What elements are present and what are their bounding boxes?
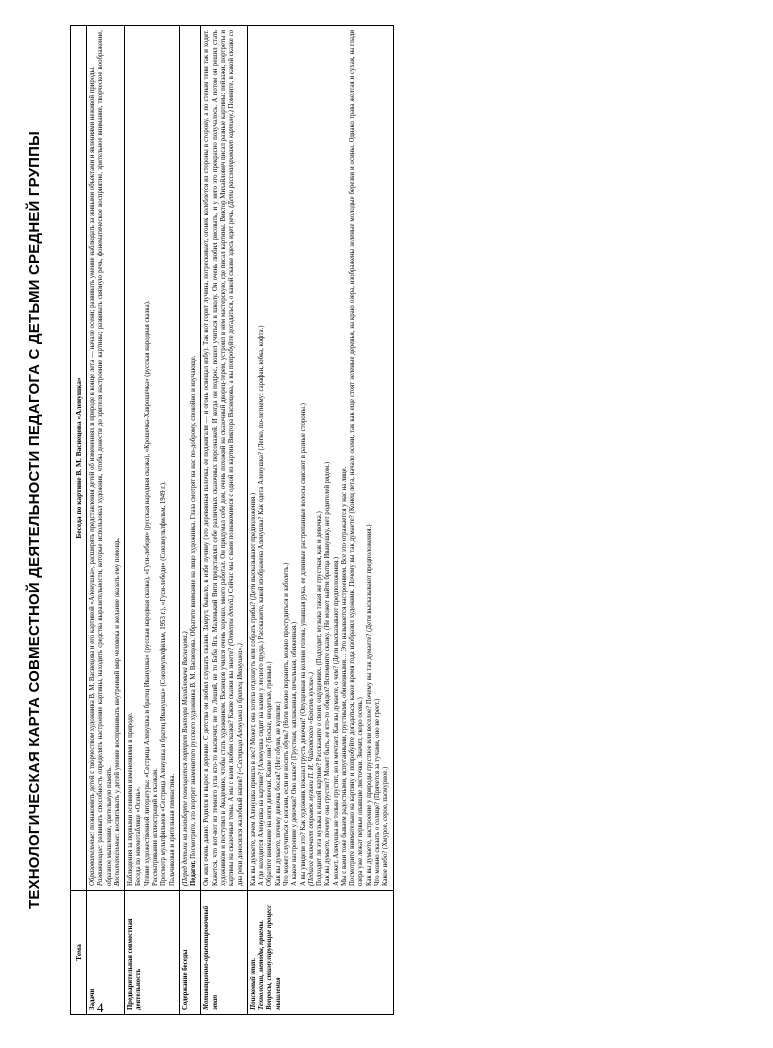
search-content [247, 26, 393, 891]
content-label: Содержание беседы [179, 891, 201, 1015]
row-content [179, 26, 201, 1015]
tasks-content [87, 26, 125, 891]
motivation-text: Он жил очень давно. Родился и вырос в деревне. С детства он любил слушать сказки. Замрут, бывало, в избе лучину (это деревянная палочка, ее поджигали — и огонь освещал избу). Так вот горит лучина, потрескивает, огонек колеблется из стороны в сторону, а по стенам тени так и ходят. Кажется, что вот-вот из темного угла кто-то выскочит, не то Леший, не то Баба Яга. Маленький Витя представлял себе различных сказочных персонажей. И когда он подрос, пошел учиться в школу. Он очень любил рисовать, и у него это прекрасно получалось. А потом он решил стать художником и поступил в Академию, чтобы стать художником. Васнецов учился очень хорошо, много работал. Он придумал себе дом, очень похожий на сказочный дворец-терем, устроил в нем мастерскую, где писал картины. Виктор Михайлович писал разные картины: пейзажи, портреты и картины на сказочные темы. А мы с вами любим сказки? Какие сказки вы знаете? [203, 30, 236, 886]
row-search [247, 26, 393, 1015]
razv-label: Развивающие: [97, 844, 105, 886]
search-stage-title: Поисковый этап. [249, 957, 257, 1010]
vosp-text: воспитывать у детей умение воспринимать внутренний мир человека и желание оказать ему помощь. [113, 537, 121, 832]
header-conversation-title: Беседа по картине В. М. Васнецова «Аленушка» [71, 26, 87, 891]
search-line: А вы увидели это? Как художник показал грусть девочки? (Опущенная на колени голова, упавшая рука, ее длинные растрепанные волосы свисают в разные стороны.) [299, 403, 307, 886]
rotated-page-content [26, 25, 726, 1015]
motivation-text-3: Помните, в какой сказке со дна реки доносился жалобный напев? [228, 29, 244, 886]
search-line: Что можно сказать о солнце? (Прячется за тучами, оно не греет.) [374, 698, 382, 886]
search-line: А какое настроение у девочки? Оно какое? (Грустная, заплаканная, печальная, обиженная.) [291, 621, 299, 886]
search-line: А где находится Аленушка на картине? (Аленушка сидит на камне у лесного пруда.) Расскажите, какой изображена Аленушка? Как одета Аленушка? (Легко, по-летнему: сарафан, юбка, кофта.) [258, 325, 266, 886]
search-line: Какое небо? (Хмурое, серое, пасмурное.) [382, 766, 390, 886]
search-line: Обратите внимание на ноги девочки. Какие они? (Босые, неодетые, грязные.) [266, 661, 274, 886]
search-line: Мы с вами тоже бываем радостными, испуганными, грустными, обиженными… Это называется настроением. Все это отражается у нас на лице. [340, 466, 348, 886]
search-line: Как вы думаете, почему она грустит? Может быть, ее кто-то обидел? Вспомните сказку. (Не может найти братца Иванушку, нет родителей рядом.) [324, 461, 332, 886]
motivation-answer-1: (Ответы детей.) [228, 594, 236, 646]
content-stage-direction: (Перед детьми на мольберте помещается портрет Виктора Михайловича Васнецова.) [181, 631, 189, 886]
row-motivation [201, 26, 247, 1015]
tasks-label: Задачи [87, 891, 125, 1015]
search-line: Как вы думаете, зачем Аленушка пришла в лес? Может, она хотела отдохнуть или собрать грибы? (Дети высказывают предположения.) [249, 492, 257, 886]
vosp-label: Воспитательные: [113, 833, 121, 886]
search-stage-sub: Технологии, методы, приемы. [258, 919, 266, 1010]
content-body [179, 26, 201, 891]
row-prelim [125, 26, 180, 1015]
motivation-content [201, 26, 247, 891]
obr-label: Образовательные: [89, 831, 97, 886]
table-header-row [71, 26, 87, 1015]
prelim-label: Предварительная совместная деятельность [125, 891, 180, 1015]
prelim-line: Просмотр мультфильмов «Сестрица Аленушка и братец Иванушка» (Союзмультфильм, 1953 г.), «Гуси-лебеди» (Союзмультфильм, 1949 г.). [160, 481, 168, 886]
search-line: А может, Аленушка не только грустит, но и мечтает. Как вы думаете, о чем? (Дети высказывают предположения.) [332, 556, 340, 886]
motivation-answer-3: («Сестрица Аленушка и братец Иванушка».) [236, 643, 244, 775]
search-line: Как вы думаете, почему девочка босая? (Нет обуви, не купили.) [274, 701, 282, 886]
search-line: Как вы думаете, настроение у природы грустное или веселое? Почему вы так думаете? (Дети высказывают предположения.) [365, 524, 373, 886]
prelim-line: Пальчиковая и зрительная гимнастика. [168, 773, 176, 886]
prelim-line: Чтение художественной литературы: «Сестрица Аленушка и братец Иванушка» (русская народная сказка), «Гуси-лебеди» (русская народная сказка), «Крошечка-Хаврошечка» (русская народная сказка). [143, 300, 151, 886]
obr-text: познакомить детей с творчеством художника В. М. Васнецова и его картиной «Аленушка», расширять представления детей об изменениях в природе в конце лета — начале осени; развивать умение наблюдать за живыми объектами и явлениями неживой природы. [89, 66, 97, 830]
search-line: Посмотрите внимательно на картину и попробуйте догадаться, какое время года изобразил художник. Почему вы так думаете? (Конец лета, начало осени, так как еще стоят зеленые деревья, на краю озера, изображены зеленые молодые березки и осины. Однако трава желтая и сухая, на глади озера уже лежат первые опавшие листочки. Значит, скоро осень.) [349, 30, 365, 886]
search-label [247, 891, 393, 1015]
prelim-line: Наблюдения за первыми осенними изменениями в природе. [127, 712, 135, 886]
search-line: Что может случиться с ногами, если не носить обувь? (Ноги можно поранить, можно простудиться и заболеть.) [282, 562, 290, 886]
prelim-content [125, 26, 180, 891]
search-stage-questions: Вопросы, стимулирующие процесс мышления [266, 904, 282, 1010]
motivation-text-2: Сейчас мы с вами познакомимся с одной из картин Виктора Васнецова, а вы попробуйте догадаться, о какой сказке здесь идет речь. [228, 209, 236, 594]
prelim-line: Беседа по мнемотаблице «Осень». [135, 786, 143, 886]
document-title: ТЕХНОЛОГИЧЕСКАЯ КАРТА СОВМЕСТНОЙ ДЕЯТЕЛЬНОСТИ ПЕДАГОГА С ДЕТЬМИ СРЕДНЕЙ ГРУППЫ [26, 131, 43, 909]
prelim-line: Рассматривание иллюстраций к сказкам. [152, 768, 159, 886]
row-tasks [87, 26, 125, 1015]
header-theme: Тема [71, 891, 87, 1015]
technology-map-table [70, 25, 394, 1015]
search-line: Подходит ли эта музыка к нашей картине? Расскажите о своих ощущениях. (Подходит, музыка такая же грустная, как и девочка.) [316, 511, 324, 886]
razv-text: развивать способность определять настроение картины, находить средства выразительности, которые использовал художник, чтобы донести до зрителя настроение картины; развивать связную речь, фонематическое восприятие, зрительное внимание, творческое воображение, образное мышление, зрительную память. [97, 30, 113, 886]
page-number: 4 [97, 1000, 104, 1015]
teacher-speaker: Педагог. [190, 860, 198, 886]
search-line: (Педагог включает отрывок музыки П. И. Чайковского «Болезнь куклы».) [307, 672, 315, 886]
motivation-label: Мотивационно-ориентировочный этап [203, 905, 219, 1010]
motivation-direction-2: (Дети рассматривают картину.) [228, 110, 236, 208]
content-text: Посмотрите, это портрет знаменитого русского художника В. М. Васнецова. Обратите внимание на лицо художника. Глаза смотрят на нас по-доброму, спокойно и изучающе. [190, 355, 198, 859]
